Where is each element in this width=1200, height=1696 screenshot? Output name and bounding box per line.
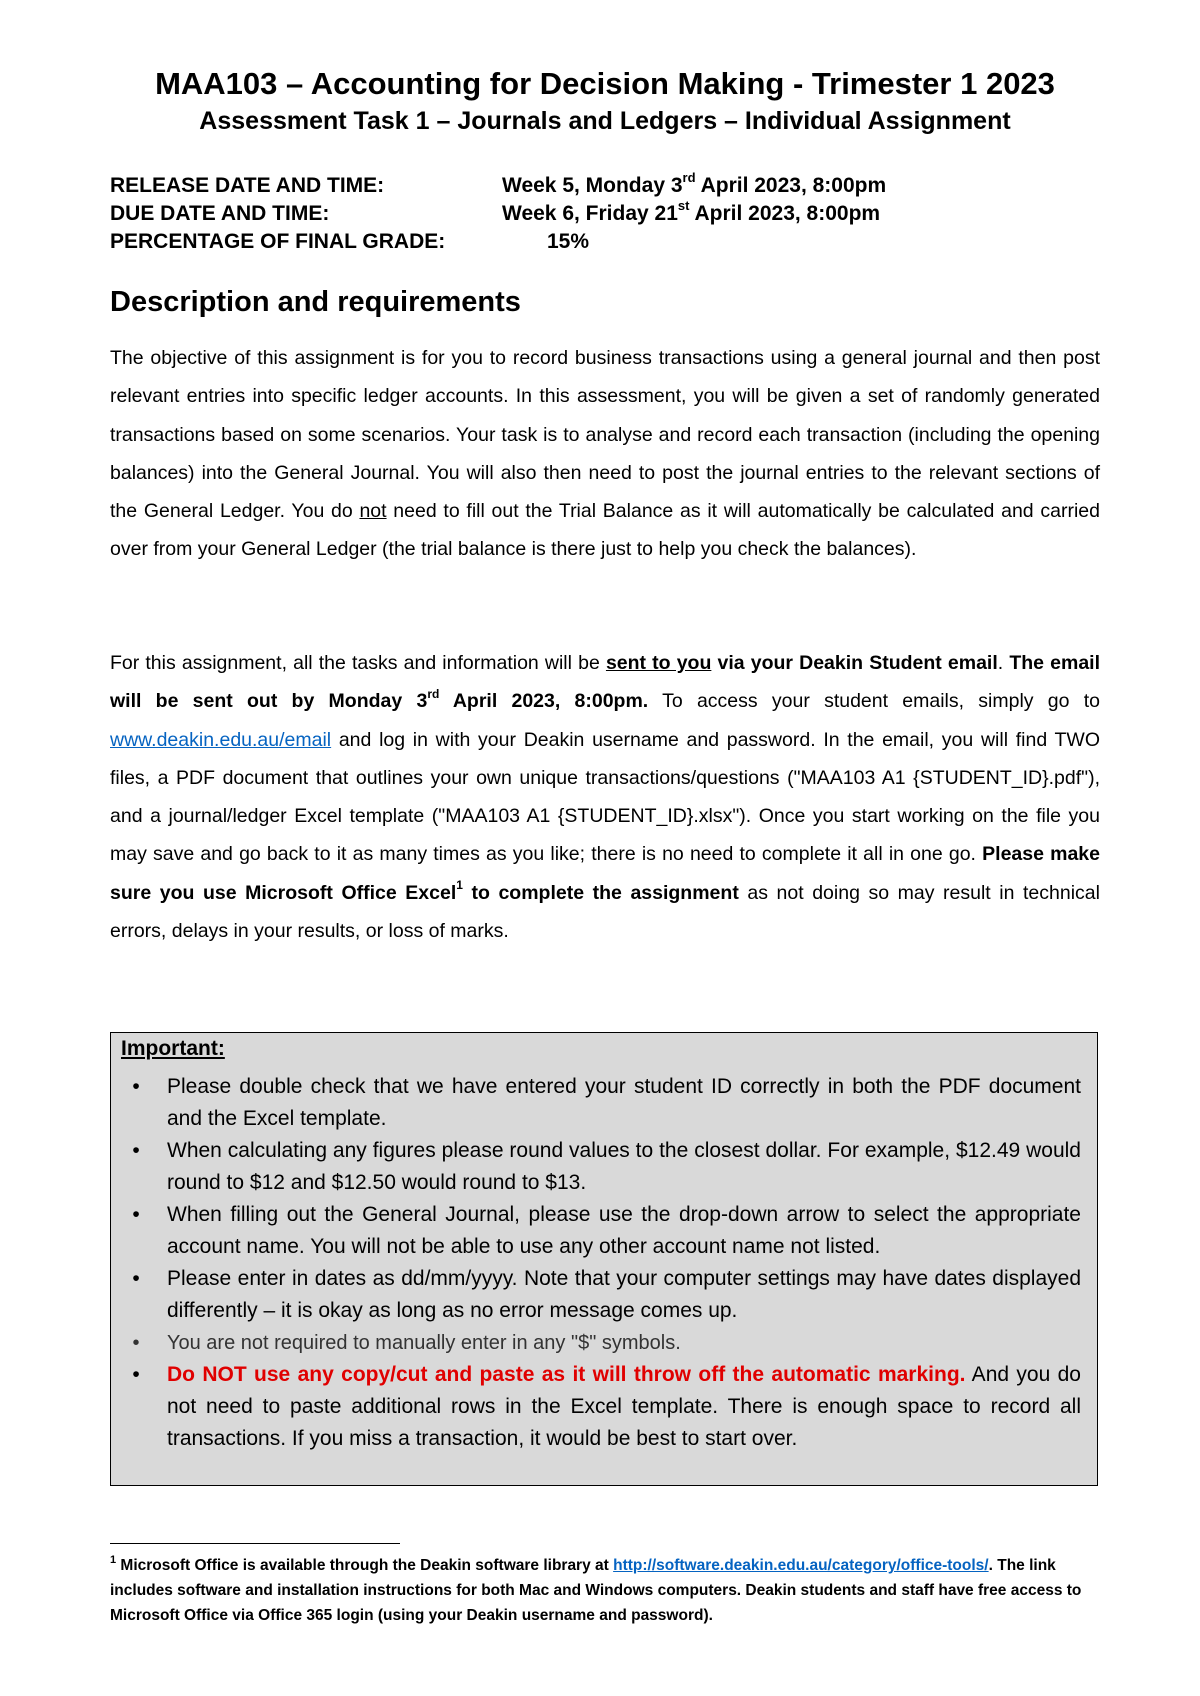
important-item <box>111 1263 1081 1327</box>
footnote-divider <box>110 1543 400 1544</box>
important-item-text: Please enter in dates as dd/mm/yyyy. Note that your computer settings may have dates displayed differently – it is okay as long as no error message comes up. <box>167 1267 1081 1322</box>
important-item <box>111 1199 1081 1263</box>
deakin-email-link[interactable]: www.deakin.edu.au/email <box>110 728 332 751</box>
percentage-value: 15% <box>547 230 590 253</box>
due-label: DUE DATE AND TIME: <box>110 202 330 225</box>
important-box <box>110 1032 1098 1486</box>
release-value <box>502 172 886 200</box>
title-block <box>110 64 1100 138</box>
email-date-sup: rd <box>427 686 440 701</box>
release-value-post: April 2023, 8:00pm <box>695 174 887 197</box>
footnote <box>110 1553 1100 1628</box>
important-item-text: Please double check that we have entered your student ID correctly in both the PDF document and the Excel template. <box>167 1075 1081 1130</box>
document-title: MAA103 – Accounting for Decision Making - Trimester 1 2023 <box>155 66 1055 101</box>
important-item-warning <box>111 1359 1081 1455</box>
sent-to-you-emphasis: sent to you <box>605 652 712 674</box>
due-row <box>110 200 1100 228</box>
due-value-sup: st <box>677 198 690 213</box>
bullet-icon: • <box>132 1267 140 1290</box>
software-library-link[interactable]: http://software.deakin.edu.au/category/office-tools/ <box>613 1557 989 1574</box>
via-email-emphasis: via your Deakin Student email <box>711 652 998 674</box>
excel-requirement-post: to complete the assignment <box>462 881 739 904</box>
document-subtitle: Assessment Task 1 – Journals and Ledgers – Individual Assignment <box>199 107 1011 135</box>
important-item-text: And you do not need to paste additional rows in the Excel template. There is enough space to record all transactions. If you miss a transaction, it would be best to start over. <box>167 1363 1081 1450</box>
instructions-paragraph <box>110 644 1100 950</box>
footnote-text-1: Microsoft Office is available through the Deakin software library at <box>116 1557 614 1574</box>
release-row <box>110 172 1100 200</box>
instructions-text-4: and log in with your Deakin username and password. In the email, you will find TWO files, a PDF document that outlines your own unique transactions/questions ("MAA103 A1 {STUDENT_ID}.pdf"), and a journal/ledger Excel template ("MAA103 A1 {STUDENT_ID}.xlsx"). Once you start working on the file you may save and go back to it as many times as you like; there is no need to complete it all in one go. <box>110 728 1100 866</box>
section-heading: Description and requirements <box>110 286 521 318</box>
due-value <box>502 200 880 228</box>
important-title: Important: <box>121 1037 225 1060</box>
due-value-post: April 2023, 8:00pm <box>689 202 881 225</box>
bullet-icon: • <box>132 1075 140 1098</box>
percentage-row <box>110 228 1100 256</box>
release-label: RELEASE DATE AND TIME: <box>110 174 385 197</box>
instructions-text-3: To access your student emails, simply go to <box>648 690 1100 713</box>
instructions-text-5: as not doing so may result in technical errors, delays in your results, or loss of marks. <box>110 881 1100 943</box>
important-item-text: When calculating any figures please round values to the closest dollar. For example, $12.49 would round to $12 and $12.50 would round to $13. <box>167 1139 1081 1194</box>
important-list <box>111 1071 1081 1455</box>
footnote-reference[interactable]: 1 <box>456 878 463 893</box>
bullet-icon: • <box>132 1203 140 1226</box>
objective-text-2: need to fill out the Trial Balance as it will automatically be calculated and carried over from your General Ledger (the trial balance is there just to help you check the balances). <box>110 500 1100 561</box>
bullet-icon: • <box>132 1139 140 1162</box>
footnote-text-2: . The link includes software and installation instructions for both Mac and Windows computers. Deakin students and staff have free access to Microsoft Office via Office 365 login (using your Deakin username and password). <box>110 1557 1082 1624</box>
bullet-icon: • <box>132 1363 140 1386</box>
important-item-text: You are not required to manually enter in any "$" symbols. <box>167 1332 681 1354</box>
release-value-pre: Week 5, Monday 3 <box>502 174 683 197</box>
important-item <box>111 1071 1081 1135</box>
email-date-post: April 2023, 8:00pm. <box>439 690 649 713</box>
email-date-pre: The email will be sent out by Monday 3 <box>110 652 1101 713</box>
objective-paragraph <box>110 339 1100 569</box>
bullet-icon: • <box>132 1332 140 1354</box>
assessment-details <box>110 172 1100 256</box>
important-item <box>111 1135 1081 1199</box>
footnote-number: 1 <box>110 1553 117 1566</box>
percentage-label: PERCENTAGE OF FINAL GRADE: <box>110 230 446 253</box>
copy-paste-warning: Do NOT use any copy/cut and paste as it will throw off the automatic marking. <box>167 1363 966 1386</box>
due-value-pre: Week 6, Friday 21 <box>502 202 678 225</box>
objective-text-1: The objective of this assignment is for you to record business transactions using a general journal and then post relevant entries into specific ledger accounts. In this assessment, you will be given a set of randomly generated transactions based on some scenarios. Your task is to analyse and record each transaction (including the opening balances) into the General Journal. You will also then need to post the journal entries to the relevant sections of the General Ledger. You do <box>110 347 1100 523</box>
instructions-text-1: For this assignment, all the tasks and information will be <box>110 652 606 674</box>
instructions-dot: . <box>997 652 1004 674</box>
excel-requirement-pre: Please make sure you use Microsoft Office Excel <box>110 843 1100 904</box>
important-item <box>111 1327 1081 1359</box>
important-item-text: When filling out the General Journal, please use the drop-down arrow to select the appropriate account name. You will not be able to use any other account name not listed. <box>167 1203 1081 1258</box>
release-value-sup: rd <box>682 170 696 185</box>
objective-not-emphasis: not <box>359 500 387 523</box>
